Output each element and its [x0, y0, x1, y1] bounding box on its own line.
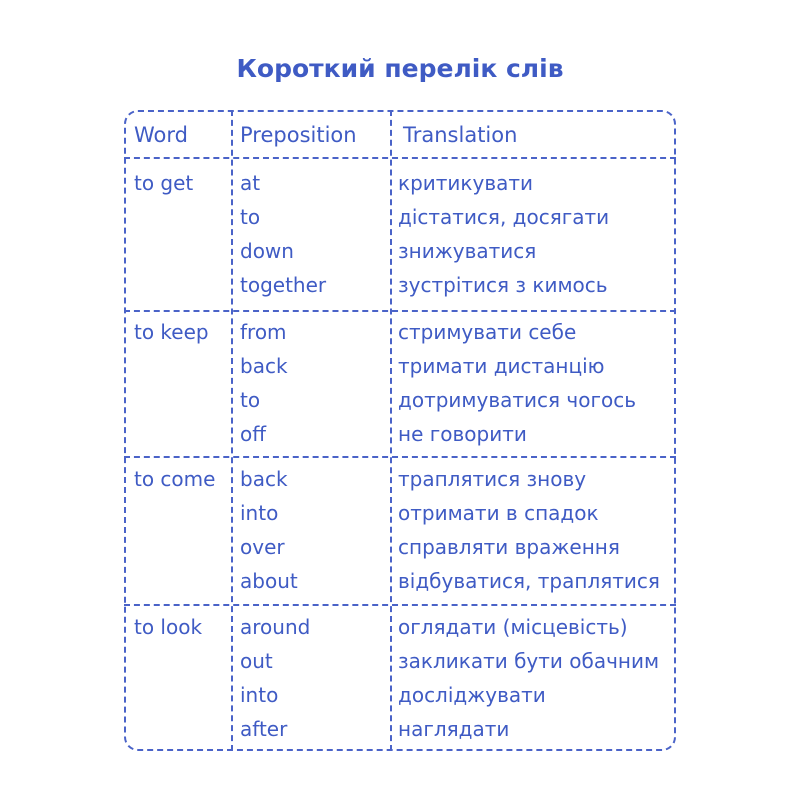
header-translation: Translation [403, 123, 518, 147]
preposition-cell: off [240, 422, 267, 446]
page-title: Короткий перелік слів [236, 54, 564, 83]
preposition-cell: over [240, 535, 285, 559]
translation-cell: траплятися знову [398, 467, 587, 491]
preposition-cell: to [240, 205, 261, 229]
preposition-cell: at [240, 171, 261, 195]
word-cell: to come [134, 467, 216, 491]
column-divider [231, 110, 233, 751]
preposition-cell: down [240, 239, 294, 263]
preposition-cell: around [240, 615, 311, 639]
translation-cell: зустрітися з кимось [398, 273, 608, 297]
translation-cell: наглядати [398, 717, 510, 741]
translation-cell: стримувати себе [398, 320, 577, 344]
preposition-cell: out [240, 649, 273, 673]
row-divider [124, 456, 676, 458]
row-divider [124, 157, 676, 159]
row-divider [124, 310, 676, 312]
translation-cell: оглядати (місцевість) [398, 615, 628, 639]
translation-cell: справляти враження [398, 535, 620, 559]
preposition-cell: back [240, 467, 288, 491]
preposition-cell: from [240, 320, 287, 344]
word-cell: to keep [134, 320, 209, 344]
translation-cell: критикувати [398, 171, 534, 195]
header-preposition: Preposition [240, 123, 357, 147]
translation-cell: досліджувати [398, 683, 546, 707]
word-cell: to get [134, 171, 194, 195]
preposition-cell: about [240, 569, 298, 593]
translation-cell: відбуватися, траплятися [398, 569, 660, 593]
preposition-cell: after [240, 717, 288, 741]
translation-cell: отримати в спадок [398, 501, 599, 525]
word-cell: to look [134, 615, 203, 639]
translation-cell: дістатися, досягати [398, 205, 610, 229]
translation-cell: дотримуватися чогось [398, 388, 636, 412]
column-divider [390, 110, 392, 751]
translation-cell: закликати бути обачним [398, 649, 660, 673]
header-word: Word [134, 123, 188, 147]
preposition-cell: into [240, 683, 279, 707]
preposition-cell: into [240, 501, 279, 525]
preposition-cell: together [240, 273, 327, 297]
preposition-cell: back [240, 354, 288, 378]
translation-cell: знижуватися [398, 239, 537, 263]
row-divider [124, 604, 676, 606]
translation-cell: тримати дистанцію [398, 354, 605, 378]
preposition-cell: to [240, 388, 261, 412]
translation-cell: не говорити [398, 422, 527, 446]
